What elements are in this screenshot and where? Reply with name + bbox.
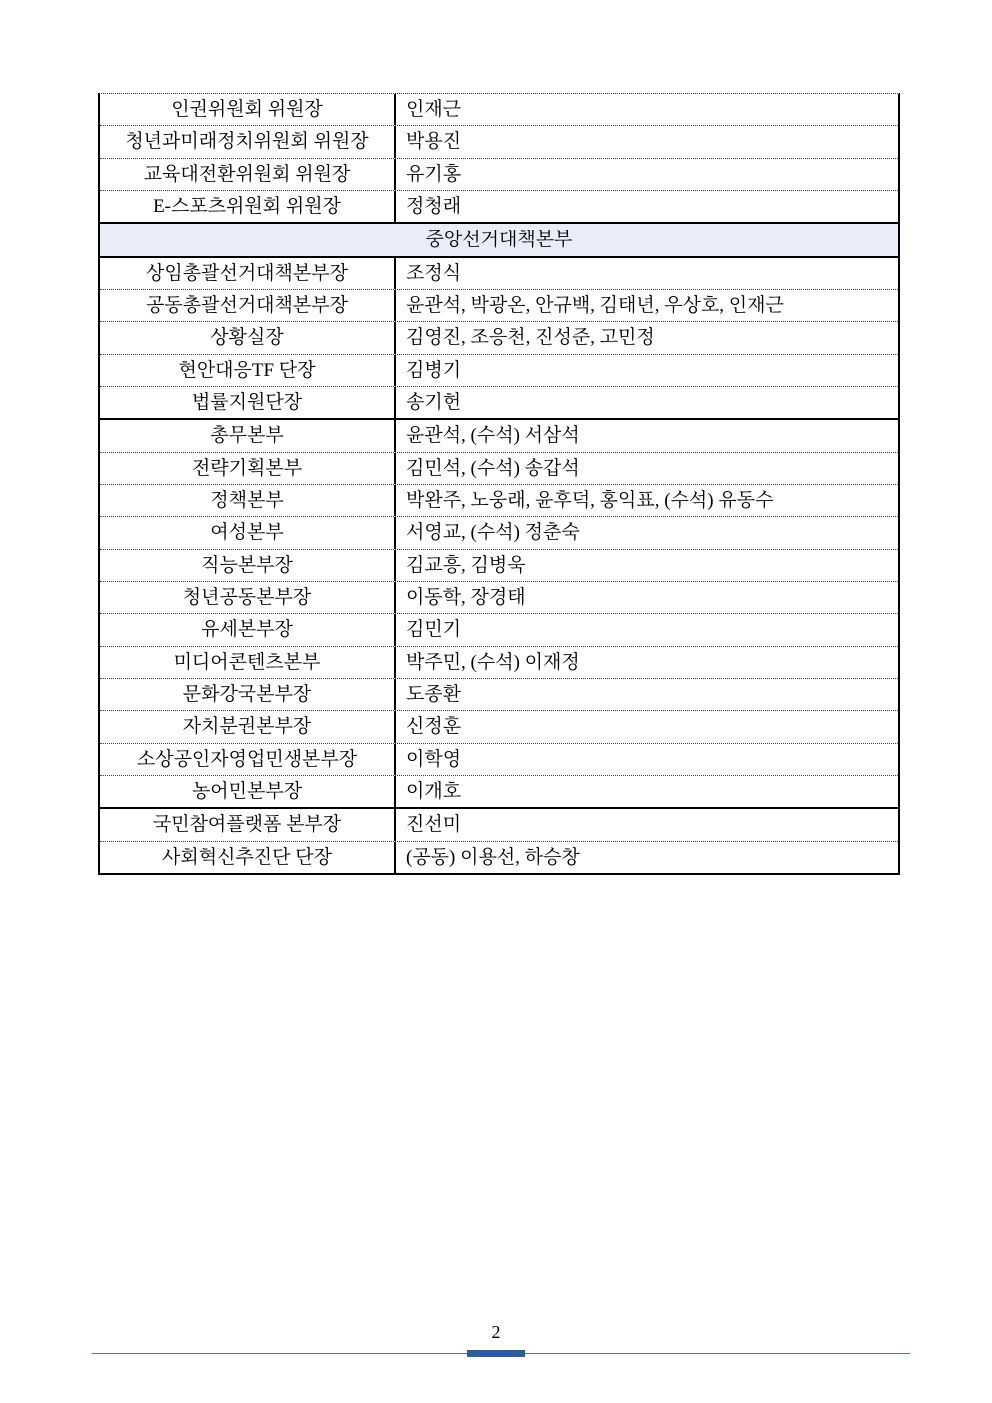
table-row [100,743,898,775]
table-row [100,94,898,125]
role-cell: 인권위원회 위원장 [100,94,396,125]
names-cell: 정청래 [406,196,462,218]
table-row [100,613,898,645]
names-cell: 김영진, 조응천, 진성준, 고민정 [406,327,655,349]
table-row [100,125,898,157]
names-cell: 진선미 [406,814,462,836]
table-row [100,354,898,386]
role-cell: 국민참여플랫폼 본부장 [100,809,396,840]
table-row [100,710,898,742]
role-cell: 사회혁신추진단 단장 [100,842,396,873]
footer-rule-accent [467,1350,525,1357]
role-cell: 여성본부 [100,517,396,548]
table-row [100,321,898,353]
names-cell: 박주민, (수석) 이재정 [406,651,580,673]
names-cell: 김교흥, 김병욱 [406,554,526,576]
names-cell: 조정식 [406,262,462,284]
table-row [100,256,898,289]
appointments-table [98,93,900,875]
role-cell: 법률지원단장 [100,387,396,418]
names-cell: 서영교, (수석) 정춘숙 [406,522,580,544]
names-cell: 이학영 [406,748,462,770]
role-cell: 유세본부장 [100,614,396,645]
role-cell: 청년공동본부장 [100,582,396,613]
role-cell: 상임총괄선거대책본부장 [100,258,396,289]
table-row [100,418,898,451]
names-cell: (공동) 이용선, 하승창 [406,846,580,868]
names-cell: 도종환 [406,684,462,706]
section-header-label: 중앙선거대책본부 [425,230,573,250]
table-row [100,452,898,484]
role-cell: 정책본부 [100,485,396,516]
table-row [100,807,898,840]
table-row [100,646,898,678]
names-cell: 유기홍 [406,163,462,185]
table-row [100,841,898,873]
role-cell: 현안대응TF 단장 [100,355,396,386]
names-cell: 김민기 [406,619,462,641]
table-row [100,158,898,190]
names-cell: 박용진 [406,131,462,153]
names-cell: 김민석, (수석) 송갑석 [406,457,580,479]
table-row [100,484,898,516]
role-cell: 청년과미래정치위원회 위원장 [100,126,396,157]
names-cell: 이동학, 장경태 [406,587,526,609]
names-cell: 신정훈 [406,716,462,738]
table-row [100,549,898,581]
role-cell: E-스포츠위원회 위원장 [100,191,396,222]
role-cell: 미디어콘텐츠본부 [100,647,396,678]
role-cell: 전략기획본부 [100,453,396,484]
table-row [100,386,898,418]
names-cell: 윤관석, (수석) 서삼석 [406,425,580,447]
table-row [100,775,898,807]
role-cell: 공동총괄선거대책본부장 [100,290,396,321]
table-row [100,581,898,613]
role-cell: 직능본부장 [100,550,396,581]
role-cell: 총무본부 [100,420,396,451]
table-row [100,678,898,710]
names-cell: 이개호 [406,781,462,803]
page-number: 2 [491,1322,501,1342]
role-cell: 소상공인자영업민생본부장 [100,744,396,775]
names-cell: 박완주, 노웅래, 윤후덕, 홍익표, (수석) 유동수 [406,490,774,512]
table-row [100,190,898,222]
role-cell: 자치분권본부장 [100,711,396,742]
table-row [100,516,898,548]
names-cell: 김병기 [406,359,462,381]
role-cell: 상황실장 [100,322,396,353]
names-cell: 윤관석, 박광온, 안규백, 김태년, 우상호, 인재근 [406,295,784,317]
role-cell: 교육대전환위원회 위원장 [100,159,396,190]
role-cell: 문화강국본부장 [100,679,396,710]
table-row [100,289,898,321]
table-section-header [100,222,898,255]
names-cell: 인재근 [406,99,462,121]
names-cell: 송기헌 [406,392,462,414]
role-cell: 농어민본부장 [100,776,396,807]
